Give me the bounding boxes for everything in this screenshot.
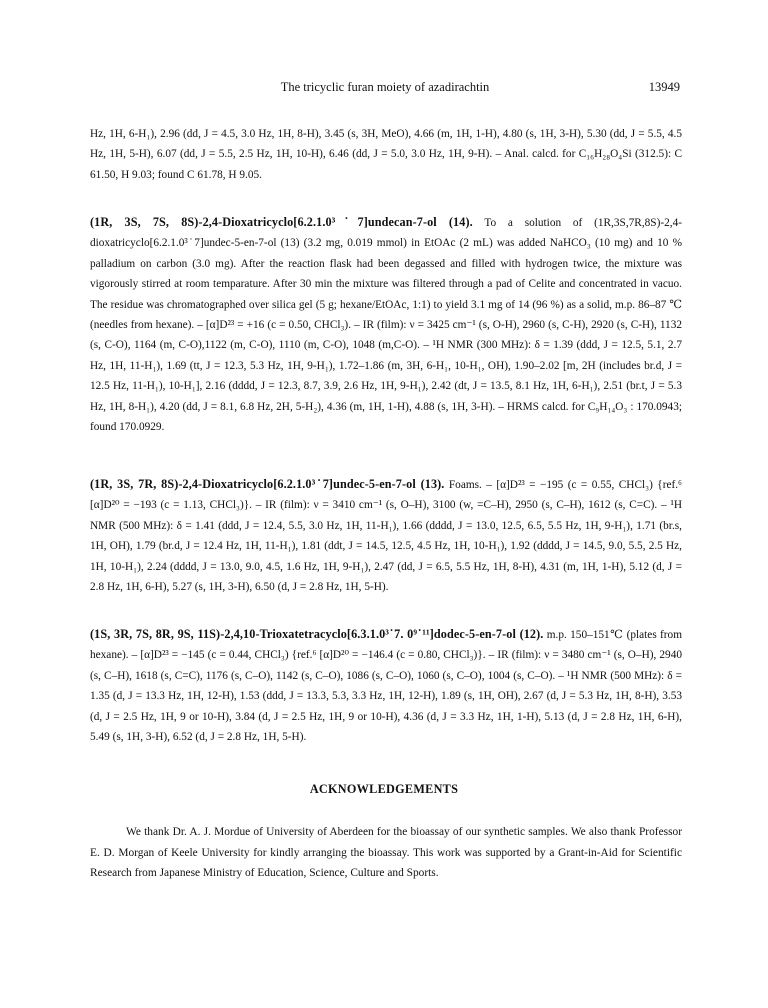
paragraph-text: Foams. – [α]D²³ = −195 (c = 0.55, CHCl₃) {ref.⁶ [α]D²⁰ = −193 (c = 1.13, CHCl₃)}. – IR (film): ν = 3410 cm⁻¹ (s, O–H), 3100 (w, =C–H), 2950 (s, C–H), 1612 (s, C=C). – ¹H NMR (500 MHz): δ = 1.41 (ddd, J = 12.4, 5.5, 3.0 Hz, 1H, 11-H₁), 1.66 (dddd, J = 13.0, 12.5, 6.5, 5.5 Hz, 1H, 9-H₁), 1.71 (br.s, 1H, OH), 1.79 (br.d, J = 12.4 Hz, 1H, 11-H₁), 1.81 (ddt, J = 14.5, 12.5, 4.5 Hz, 1H, 10-H₁), 1.92 (dddd, J = 14.5, 9.0, 5.5, 2.5 Hz, 1H, 10-H₁), 2.24 (dddd, J = 13.0, 9.0, 4.5, 1.6 Hz, 1H, 9-H₁), 2.47 (dd, J = 6.5, 5.5 Hz, 1H, 8-H), 4.31 (m, 1H, 1-H), 5.12 (d, J = 2.8 Hz, 1H, 6-H), 5.27 (s, 1H, 3-H), 6.50 (d, J = 2.8 Hz, 1H, 5-H). <box>90 479 682 594</box>
acknowledgements-text: We thank Dr. A. J. Mordue of University of Aberdeen for the bioassay of our synthetic samples. We also thank Professor E. D. Morgan of Keele University for kindly arranging the bioassay. This work was supported by a Grant-in-Aid for Scientific Research from Japanese Ministry of Education, Science, Culture and Sports. <box>90 826 682 880</box>
paragraph-text: To a solution of (1R,3S,7R,8S)-2,4-dioxatricyclo[6.2.1.0³˙7]undec-5-en-7-ol (13) (3.2 mg, 0.019 mmol) in EtOAc (2 mL) was added NaHCO₃ (10 mg) and 10 % palladium on carbon (3.0 mg). After the reaction flask had been degassed and filled with hydrogen twice, the mixture was vigorously stirred at room temparature. After 30 min the mixture was filtered through a pad of Celite and concentrated in vacuo. The residue was chromatographed over silica gel (5 g; hexane/EtOAc, 1:1) to yield 3.1 mg of 14 (96 %) as a solid, m.p. 86–87 ℃ (needles from hexane). – [α]D²³ = +16 (c = 0.50, CHCl₃). – IR (film): ν = 3425 cm⁻¹ (s, O-H), 2960 (s, C-H), 2920 (s, C-H), 1132 (s, C-O), 1164 (m, C-O),1122 (m, C-O), 1110 (m, C-O), 1048 (m,C-O). – ¹H NMR (300 MHz): δ = 1.39 (ddd, J = 12.5, 5.1, 2.7 Hz, 1H, 11-H₁), 1.69 (tt, J = 12.3, 5.3 Hz, 1H, 9-H₁), 1.72–1.86 (m, 3H, 6-H₁, 10-H₁, OH), 1.90–2.02 [m, 2H (includes br.d, J = 12.5 Hz, 11-H₁), 10-H₁], 2.16 (dddd, J = 12.3, 8.7, 3.9, 2.6 Hz, 1H, 9-H₁), 2.42 (dt, J = 13.5, 8.1 Hz, 1H, 6-H₁), 2.51 (br.t, J = 5.3 Hz, 1H, 8-H₁), 4.20 (dd, J = 8.1, 6.8 Hz, 2H, 5-H₂), 4.36 (m, 1H, 1-H), 4.88 (s, 1H, 3-H). – HRMS calcd. for C₉H₁₄O₃ : 170.0943; found 170.0929. <box>90 217 682 434</box>
compound-14-paragraph <box>90 212 682 437</box>
page-number: 13949 <box>648 80 680 94</box>
compound-12-paragraph <box>90 624 682 747</box>
paragraph-text: m.p. 150–151℃ (plates from hexane). – [α]D²³ = −145 (c = 0.44, CHCl₃) {ref.⁶ [α]D²⁰ = −146.4 (c = 0.80, CHCl₃)}. – IR (film): ν = 3480 cm⁻¹ (s, O–H), 2940 (s, C–H), 1618 (s, C=C), 1176 (s, C–O), 1142 (s, C–O), 1086 (s, C–O), 1060 (s, C–O), 1004 (s, C–O). – ¹H NMR (500 MHz): δ = 1.35 (d, J = 13.3 Hz, 1H, 12-H), 1.53 (ddd, J = 13.3, 5.3, 3.3 Hz, 1H, 12-H), 1.89 (s, 1H, OH), 2.67 (d, J = 5.3 Hz, 1H, 8-H), 3.53 (d, J = 2.5 Hz, 1H, 9 or 10-H), 3.84 (d, J = 2.5 Hz, 1H, 9 or 10-H), 4.36 (d, J = 3.3 Hz, 1H, 1-H), 5.13 (d, J = 2.8 Hz, 1H, 6-H), 5.49 (s, 1H, 3-H), 6.52 (d, J = 2.8 Hz, 1H, 5-H). <box>90 629 682 744</box>
compound-heading: (1R, 3S, 7R, 8S)-2,4-Dioxatricyclo[6.2.1.0³˙7]undec-5-en-7-ol (13). <box>90 477 445 491</box>
acknowledgements-heading: ACKNOWLEDGEMENTS <box>309 782 459 796</box>
running-title: The tricyclic furan moiety of azadirachtin <box>280 80 490 94</box>
page-header <box>90 80 680 100</box>
paragraph-text: Hz, 1H, 6-H₁), 2.96 (dd, J = 4.5, 3.0 Hz, 1H, 8-H), 3.45 (s, 3H, MeO), 4.66 (m, 1H, 1-H), 4.80 (s, 1H, 3-H), 5.30 (dd, J = 5.5, 4.5 Hz, 1H, 5-H), 6.07 (dd, J = 5.5, 2.5 Hz, 1H, 10-H), 6.46 (dd, J = 5.0, 3.0 Hz, 1H, 9-H). – Anal. calcd. for C₁₆H₂₈O₄Si (312.5): C 61.50, H 9.03; found C 61.78, H 9.05. <box>90 128 682 181</box>
compound-data-continuation <box>90 124 682 185</box>
compound-13-paragraph <box>90 474 682 597</box>
compound-heading: (1R, 3S, 7S, 8S)-2,4-Dioxatricyclo[6.2.1.0³˙7]undecan-7-ol (14). <box>90 215 473 229</box>
compound-heading: (1S, 3R, 7S, 8R, 9S, 11S)-2,4,10-Trioxatetracyclo[6.3.1.0³˙7. 0⁹˙¹¹]dodec-5-en-7-ol (12). <box>90 627 544 641</box>
